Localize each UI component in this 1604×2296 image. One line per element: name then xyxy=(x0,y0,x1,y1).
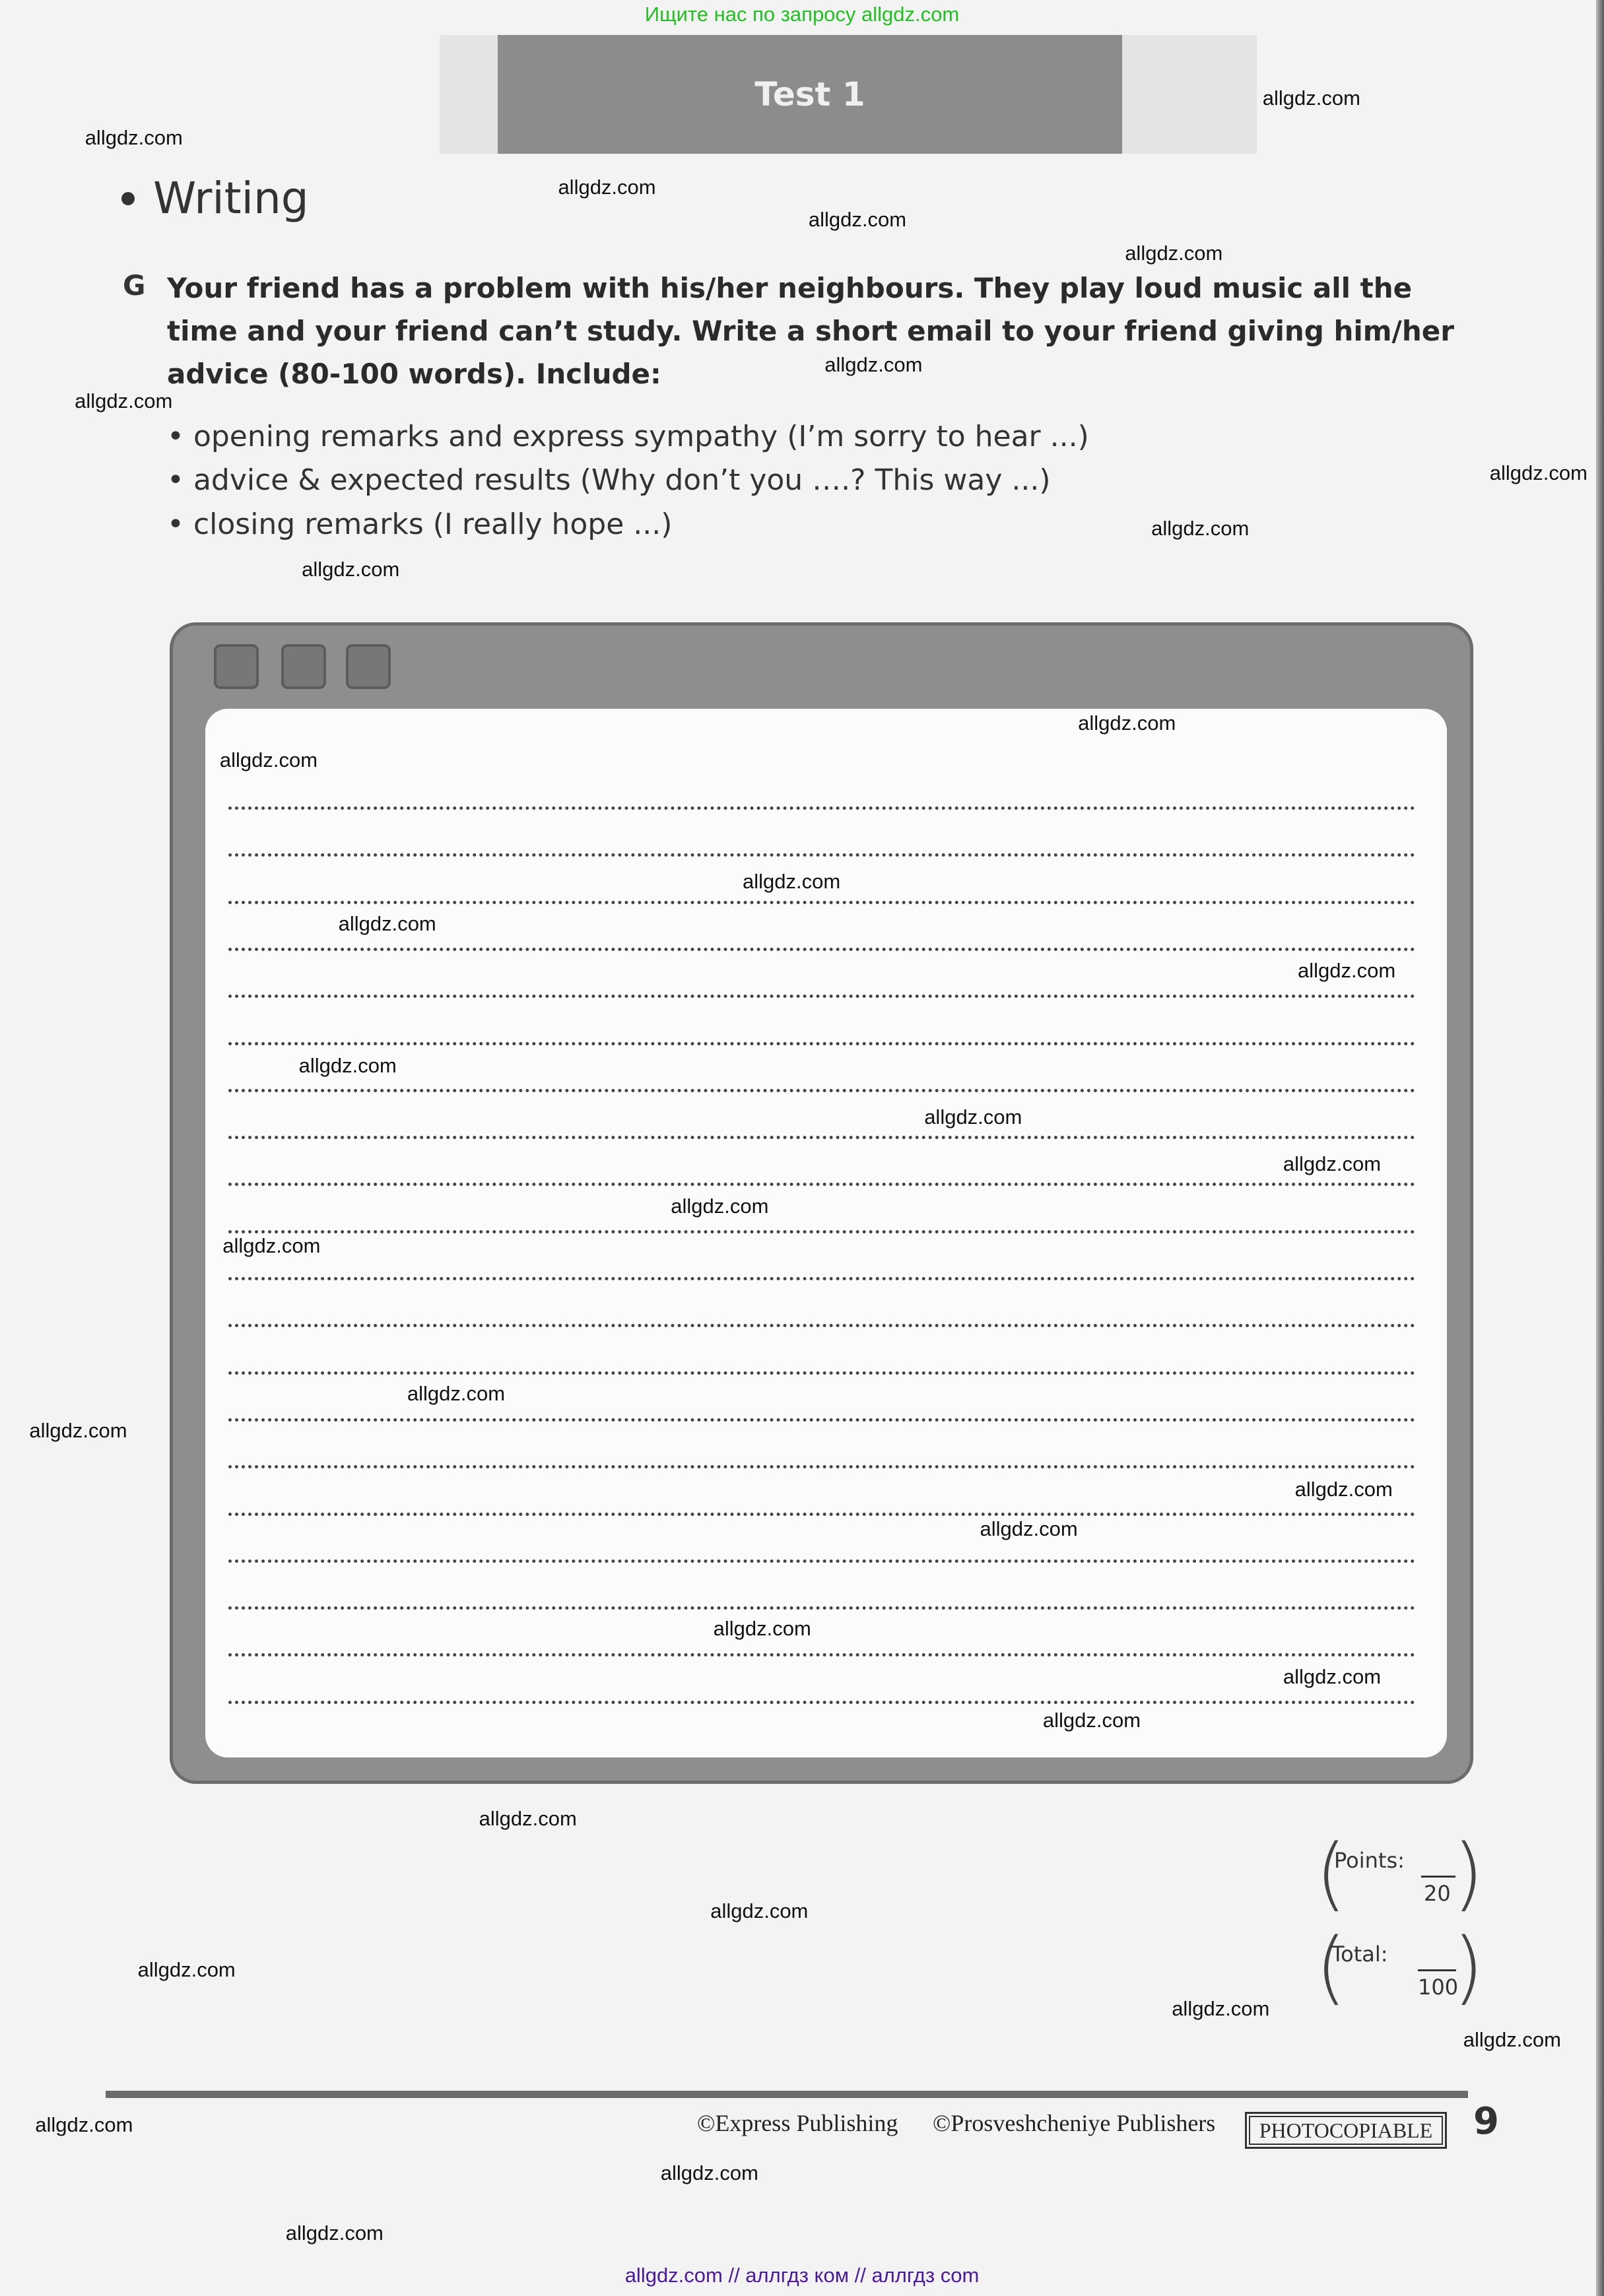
watermark: allgdz.com xyxy=(75,389,173,412)
window-button-icon xyxy=(281,644,326,689)
watermark: allgdz.com xyxy=(35,2113,133,2136)
window-button-icon xyxy=(214,644,259,689)
watermark: allgdz.com xyxy=(924,1105,1022,1129)
answer-line xyxy=(228,1136,1415,1139)
watermark: allgdz.com xyxy=(1463,2028,1561,2052)
answer-line xyxy=(228,1371,1415,1375)
include-item: • closing remarks (I really hope ...) xyxy=(167,508,673,541)
answer-line xyxy=(228,901,1415,904)
points-label: Points: xyxy=(1334,1848,1405,1873)
total-label: Total: xyxy=(1331,1942,1388,1967)
bullet-icon xyxy=(121,192,135,205)
watermark: allgdz.com xyxy=(29,1418,127,1442)
task-letter: G xyxy=(123,269,146,302)
watermark: allgdz.com xyxy=(671,1195,769,1218)
publisher-prosveshcheniye: ©Prosveshcheniye Publishers xyxy=(933,2110,1216,2136)
watermark: allgdz.com xyxy=(824,352,923,376)
watermark: allgdz.com xyxy=(1262,86,1360,110)
watermark: allgdz.com xyxy=(338,912,436,936)
photocopiable-badge: PHOTOCOPIABLE xyxy=(1245,2112,1447,2149)
watermark: allgdz.com xyxy=(1489,461,1587,484)
watermark: allgdz.com xyxy=(1042,1709,1141,1732)
watermark: allgdz.com xyxy=(1283,1664,1382,1688)
points-max: 20 xyxy=(1424,1881,1451,1906)
watermark: allgdz.com xyxy=(1283,1152,1382,1176)
bottom-banner: allgdz.com // аллгдз ком // аллгдз com xyxy=(624,2264,980,2287)
watermark: allgdz.com xyxy=(1294,1477,1393,1501)
answer-line xyxy=(228,995,1415,998)
fraction-line xyxy=(1421,1876,1455,1878)
paren-left: ( xyxy=(1316,1828,1347,1920)
watermark: allgdz.com xyxy=(1125,241,1223,265)
top-banner: Ищите нас по запросу allgdz.com xyxy=(644,3,960,26)
answer-line xyxy=(228,1513,1415,1516)
paren-left: ( xyxy=(1316,1922,1347,2014)
task-instructions: Your friend has a problem with his/her neighbours. They play loud music all the time and your friend can’t study. Write a short email to your friend giving him/her advice (80-100 words). Include: xyxy=(167,272,1454,390)
answer-line xyxy=(228,1277,1415,1280)
section-heading xyxy=(121,173,309,224)
answer-line xyxy=(228,853,1415,857)
answer-line xyxy=(228,1324,1415,1327)
answer-line xyxy=(228,948,1415,951)
watermark: allgdz.com xyxy=(84,125,183,149)
page-edge xyxy=(1596,0,1604,2296)
watermark: allgdz.com xyxy=(743,869,841,893)
publisher-express: ©Express Publishing xyxy=(697,2110,898,2136)
watermark: allgdz.com xyxy=(1172,1997,1270,2021)
window-button-icon xyxy=(346,644,391,689)
total-score xyxy=(1316,1922,1484,2014)
answer-line xyxy=(228,1418,1415,1422)
answer-line xyxy=(228,1606,1415,1610)
answer-line xyxy=(228,1183,1415,1186)
watermark: allgdz.com xyxy=(407,1382,506,1406)
watermark: allgdz.com xyxy=(558,176,656,199)
watermark: allgdz.com xyxy=(1298,959,1396,983)
watermark: allgdz.com xyxy=(1078,711,1176,735)
watermark: allgdz.com xyxy=(479,1806,577,1830)
watermark: allgdz.com xyxy=(808,207,907,231)
answer-line xyxy=(228,1559,1415,1563)
paren-right: ) xyxy=(1453,1828,1484,1920)
test-title: Test 1 xyxy=(754,75,865,114)
answer-line xyxy=(228,1230,1415,1233)
points-score xyxy=(1316,1828,1484,1920)
page-number: 9 xyxy=(1473,2100,1499,2143)
answer-line xyxy=(228,1042,1415,1045)
answer-line xyxy=(228,1465,1415,1468)
watermark: allgdz.com xyxy=(222,1234,321,1258)
watermark: allgdz.com xyxy=(302,558,400,581)
answer-line xyxy=(228,1701,1415,1704)
section-title: Writing xyxy=(153,173,309,224)
watermark: allgdz.com xyxy=(710,1899,809,1922)
watermark: allgdz.com xyxy=(1151,517,1250,541)
watermark: allgdz.com xyxy=(285,2221,384,2245)
watermark: allgdz.com xyxy=(298,1054,397,1078)
watermark: allgdz.com xyxy=(660,2161,758,2184)
watermark: allgdz.com xyxy=(219,748,318,771)
include-item: • opening remarks and express sympathy (I’m sorry to hear ...) xyxy=(167,420,1089,453)
watermark: allgdz.com xyxy=(980,1517,1078,1540)
watermark: allgdz.com xyxy=(137,1957,236,1981)
fraction-line xyxy=(1418,1969,1456,1971)
answer-line xyxy=(228,1089,1415,1092)
include-item: • advice & expected results (Why don’t you ….? This way ...) xyxy=(167,463,1051,497)
watermark: allgdz.com xyxy=(713,1616,811,1640)
answer-line xyxy=(228,806,1415,810)
total-max: 100 xyxy=(1418,1975,1459,2000)
test-header xyxy=(498,35,1122,154)
footer-rule xyxy=(106,2091,1468,2098)
paren-right: ) xyxy=(1453,1922,1484,2014)
answer-line xyxy=(228,1653,1415,1656)
